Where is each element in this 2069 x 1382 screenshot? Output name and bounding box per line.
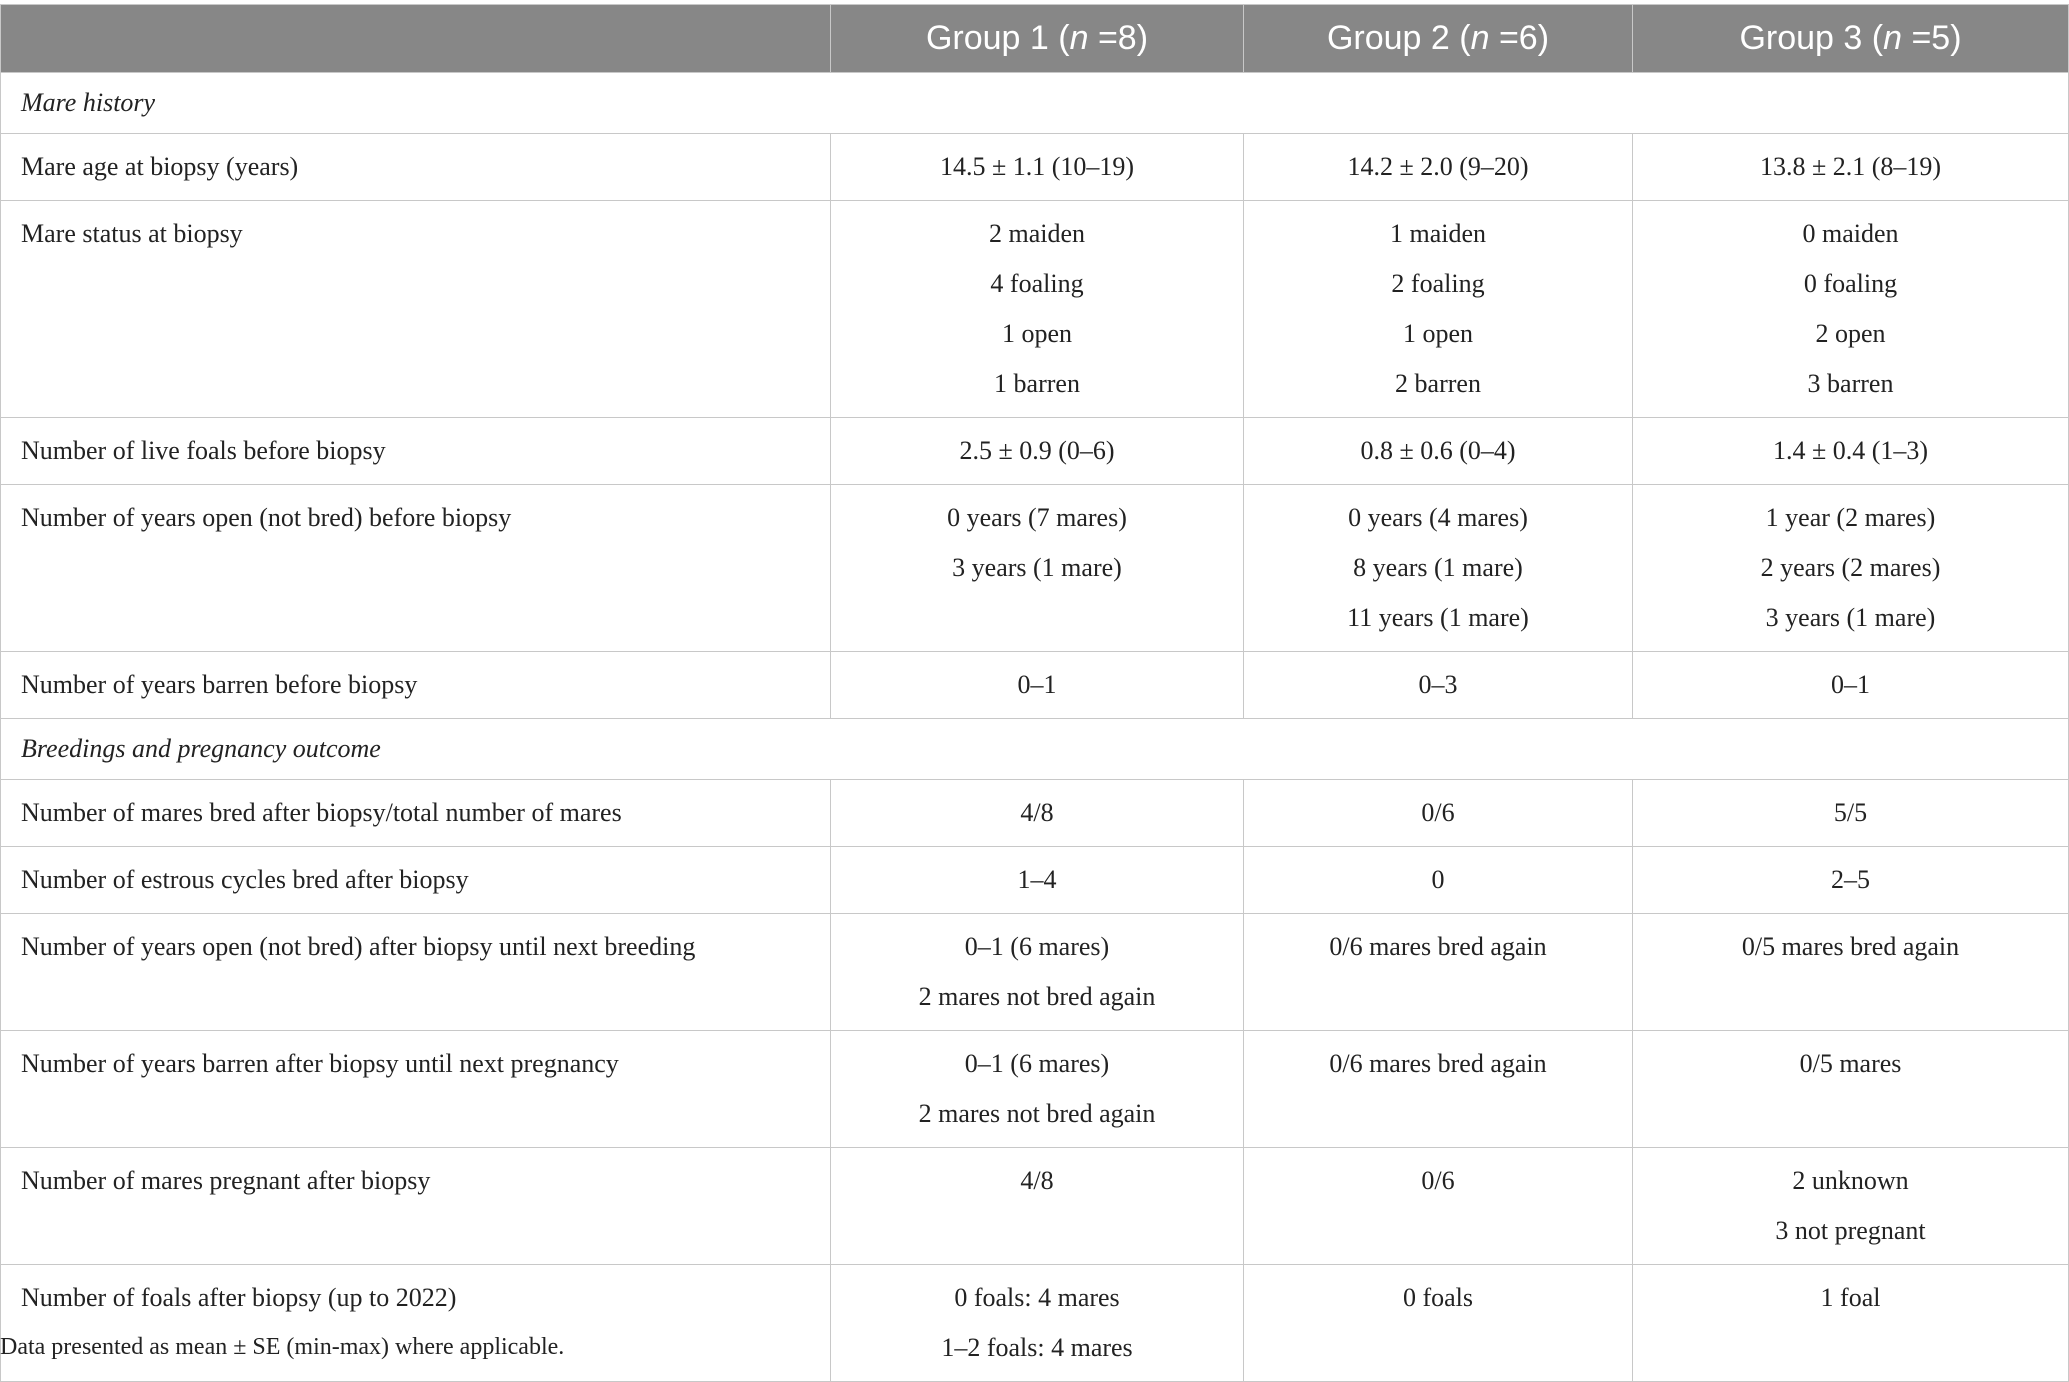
cell-group-3 <box>1633 780 2069 847</box>
cell-line: 14.2 ± 2.0 (9–20) <box>1347 152 1529 181</box>
cell-line: 2 mares not bred again <box>918 1099 1156 1128</box>
group-3-prefix: Group 3 ( <box>1739 19 1884 57</box>
section-title-history: Mare history <box>1 73 2069 134</box>
cell-line: 0/6 <box>1421 798 1455 827</box>
section-row-history <box>1 73 2069 134</box>
cell-line: 3 not pregnant <box>1775 1216 1926 1245</box>
table-body <box>1 73 2069 1382</box>
table-row <box>1 1031 2069 1148</box>
cell-line: 4/8 <box>1020 798 1054 827</box>
cell-group-2 <box>1244 134 1633 201</box>
cell-group-3 <box>1633 1031 2069 1148</box>
cell-group-1 <box>831 780 1244 847</box>
cell-group-1 <box>831 652 1244 719</box>
row-label: Number of years open (not bred) before biopsy <box>1 485 831 652</box>
cell-group-2 <box>1244 418 1633 485</box>
table-row <box>1 914 2069 1031</box>
header-group-2 <box>1244 5 1633 73</box>
cell-line: 0–1 (6 mares) <box>964 1049 1110 1078</box>
row-label: Number of years barren after biopsy until next pregnancy <box>1 1031 831 1148</box>
section-row-breedings <box>1 719 2069 780</box>
cell-group-3 <box>1633 418 2069 485</box>
header-group-1 <box>831 5 1244 73</box>
cell-line: 2 barren <box>1395 369 1481 398</box>
cell-line: 14.5 ± 1.1 (10–19) <box>939 152 1135 181</box>
row-label: Number of estrous cycles bred after biopsy <box>1 847 831 914</box>
cell-group-3 <box>1633 485 2069 652</box>
section-title-breedings: Breedings and pregnancy outcome <box>1 719 2069 780</box>
cell-group-2 <box>1244 485 1633 652</box>
cell-line: 0 foals <box>1402 1283 1474 1312</box>
cell-line: 0–1 <box>1831 670 1870 699</box>
cell-line: 2–5 <box>1831 865 1870 894</box>
cell-line: 2.5 ± 0.9 (0–6) <box>959 436 1115 465</box>
cell-line: 11 years (1 mare) <box>1347 603 1529 632</box>
table-row <box>1 1148 2069 1265</box>
cell-line: 1 foal <box>1820 1283 1881 1312</box>
row-label: Number of foals after biopsy (up to 2022) <box>1 1265 831 1382</box>
row-label: Number of years open (not bred) after biopsy until next breeding <box>1 914 831 1031</box>
cell-group-2 <box>1244 847 1633 914</box>
row-label: Mare age at biopsy (years) <box>1 134 831 201</box>
cell-line: 2 foaling <box>1391 269 1485 298</box>
cell-line: 0/6 mares bred again <box>1329 932 1547 961</box>
cell-line: 4/8 <box>1020 1166 1054 1195</box>
group-3-suffix: =5) <box>1902 19 1962 57</box>
cell-line: 0/6 mares bred again <box>1329 1049 1547 1078</box>
cell-line: 1 open <box>1402 319 1474 348</box>
table-row <box>1 652 2069 719</box>
cell-line: 0/6 <box>1421 1166 1455 1195</box>
cell-group-2 <box>1244 1265 1633 1382</box>
cell-group-1 <box>831 847 1244 914</box>
cell-line: 0/5 mares <box>1799 1049 1902 1078</box>
row-label: Number of mares bred after biopsy/total number of mares <box>1 780 831 847</box>
row-label: Number of live foals before biopsy <box>1 418 831 485</box>
table-footnote: Data presented as mean ± SE (min-max) where applicable. <box>0 1334 565 1360</box>
group-1-suffix: =8) <box>1088 19 1149 57</box>
header-empty-cell <box>1 5 831 73</box>
cell-line: 4 foaling <box>990 269 1084 298</box>
cell-line: 2 unknown <box>1792 1166 1909 1195</box>
cell-line: 5/5 <box>1833 798 1868 827</box>
table-row <box>1 485 2069 652</box>
cell-line: 8 years (1 mare) <box>1353 553 1523 582</box>
group-2-suffix: =6) <box>1489 19 1550 57</box>
cell-group-1 <box>831 1148 1244 1265</box>
cell-group-1 <box>831 485 1244 652</box>
cell-group-3 <box>1633 201 2069 418</box>
cell-line: 2 open <box>1815 319 1886 348</box>
cell-line: 0 foals: 4 mares <box>954 1283 1120 1312</box>
row-label: Number of mares pregnant after biopsy <box>1 1148 831 1265</box>
group-1-n-symbol: n <box>1069 19 1089 57</box>
table-row <box>1 780 2069 847</box>
cell-line: 0 maiden <box>1802 219 1899 248</box>
cell-group-1 <box>831 1031 1244 1148</box>
group-2-n-symbol: n <box>1470 19 1490 57</box>
cell-group-1 <box>831 914 1244 1031</box>
cell-group-1 <box>831 1265 1244 1382</box>
row-label: Mare status at biopsy <box>1 201 831 418</box>
cell-group-3 <box>1633 134 2069 201</box>
cell-line: 0–1 <box>1017 670 1057 699</box>
group-2-prefix: Group 2 ( <box>1326 19 1471 57</box>
cell-group-2 <box>1244 780 1633 847</box>
table-row <box>1 847 2069 914</box>
cell-group-2 <box>1244 201 1633 418</box>
cell-group-3 <box>1633 914 2069 1031</box>
cell-line: 0 <box>1431 865 1445 894</box>
table-container <box>0 4 2069 1382</box>
cell-group-1 <box>831 201 1244 418</box>
cell-line: 1–4 <box>1017 865 1057 894</box>
cell-line: 0–3 <box>1418 670 1458 699</box>
cell-line: 0 foaling <box>1803 269 1898 298</box>
header-row <box>1 5 2069 73</box>
cell-line: 0.8 ± 0.6 (0–4) <box>1360 436 1516 465</box>
cell-line: 13.8 ± 2.1 (8–19) <box>1759 152 1942 181</box>
cell-group-2 <box>1244 1148 1633 1265</box>
cell-line: 0–1 (6 mares) <box>964 932 1110 961</box>
cell-group-3 <box>1633 1265 2069 1382</box>
cell-line: 1 open <box>1001 319 1073 348</box>
cell-line: 1–2 foals: 4 mares <box>941 1333 1133 1362</box>
cell-group-3 <box>1633 847 2069 914</box>
row-label: Number of years barren before biopsy <box>1 652 831 719</box>
group-1-prefix: Group 1 ( <box>925 19 1070 57</box>
cell-group-2 <box>1244 1031 1633 1148</box>
cell-line: 1 maiden <box>1389 219 1487 248</box>
cell-line: 0 years (7 mares) <box>947 503 1127 532</box>
cell-line: 3 barren <box>1807 369 1894 398</box>
cell-group-3 <box>1633 1148 2069 1265</box>
table-row <box>1 1265 2069 1382</box>
cell-line: 0/5 mares bred again <box>1741 932 1960 961</box>
table-row <box>1 201 2069 418</box>
cell-line: 1.4 ± 0.4 (1–3) <box>1772 436 1929 465</box>
cell-line: 0 years (4 mares) <box>1348 503 1528 532</box>
group-3-n-symbol: n <box>1883 19 1902 57</box>
cell-line: 3 years (1 mare) <box>1765 603 1936 632</box>
table-row <box>1 418 2069 485</box>
mare-data-table <box>0 4 2069 1382</box>
cell-group-3 <box>1633 652 2069 719</box>
cell-group-1 <box>831 134 1244 201</box>
cell-line: 3 years (1 mare) <box>952 553 1122 582</box>
cell-line: 2 mares not bred again <box>918 982 1156 1011</box>
header-group-3 <box>1633 5 2069 73</box>
table-row <box>1 134 2069 201</box>
cell-line: 1 barren <box>994 369 1080 398</box>
cell-line: 2 maiden <box>988 219 1086 248</box>
cell-group-2 <box>1244 652 1633 719</box>
cell-group-2 <box>1244 914 1633 1031</box>
cell-line: 1 year (2 mares) <box>1765 503 1936 532</box>
cell-line: 2 years (2 mares) <box>1760 553 1941 582</box>
cell-group-1 <box>831 418 1244 485</box>
